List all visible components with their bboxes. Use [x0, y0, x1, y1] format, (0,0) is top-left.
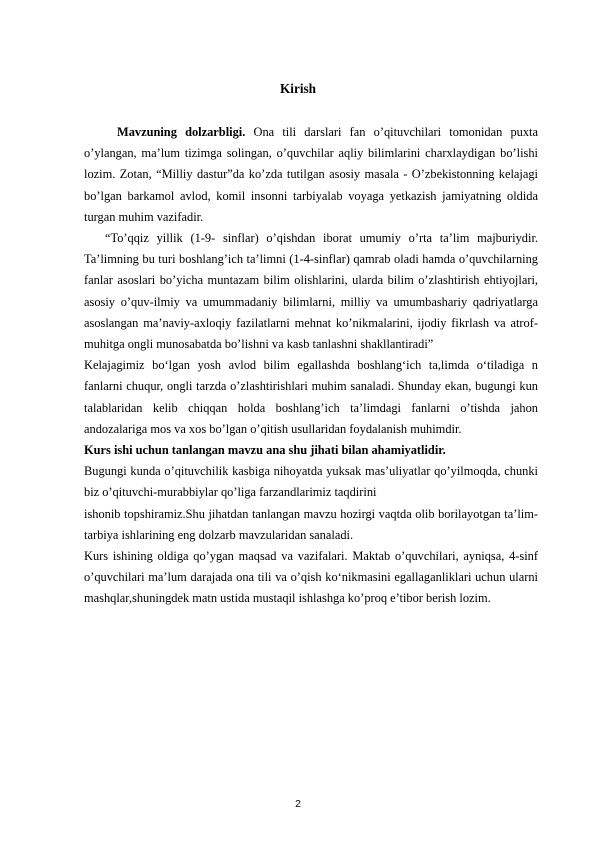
- paragraph-goals: Kurs ishining oldiga qo’ygan maqsad va vazifalari. Maktab o’quvchilari, ayniqsa, 4-sinf o’quvchilari ma’lum darajada ona tili va o’qish ko‘nikmasini egallaganliklari uchun ularni mashqlar,shuningdek matn ustida mustaqil ishlashga ko’proq e’tibor berish lozim.: [84, 549, 538, 606]
- intro-lead: Mavzuning dolzarbligi.: [117, 125, 246, 139]
- intro-paragraph: [84, 122, 538, 228]
- paragraph-future-generation: Kelajagimiz bo‘lgan yosh avlod bilim egallashda boshlang‘ich ta,limda o‘tiladiga n fanlarni chuqur, ongli tarzda o’zlashtirishlari muhim sanaladi. Shunday ekan, bugungi kun talablaridan kelib chiqqan holda boshlang’ich ta’limdagi fanlarni o’tishda jahon andozalariga mos va xos bo’lgan o’qitish usullaridan foydalanish muhimdir.: [84, 358, 538, 436]
- paragraph-topic-relevance: ishonib topshiramiz.Shu jihatdan tanlangan mavzu hozirgi vaqtda olib borilayotgan ta’lim-tarbiya ishlarining eng dolzarb mavzularidan sanaladi.: [84, 506, 538, 542]
- relevance-heading: Kurs ishi uchun tanlangan mavzu ana shu jihati bilan ahamiyatlidir.: [84, 443, 446, 458]
- paragraph-teacher-responsibility: Bugungi kunda o’qituvchilik kasbiga nihoyatda yuksak mas’uliyatlar qo’yilmoqda, chunki biz o’qituvchi-murabbiylar qo’liga farzandlarimiz taqdirini: [84, 464, 538, 500]
- document-body: [84, 122, 538, 610]
- page-title: Kirish: [280, 81, 316, 96]
- intro-rest: Ona tili darslari fan o’qituvchilari tomonidan puxta o’ylangan, ma’lum tizimga solingan, o’quvchilar aqliy bilimlarini charxlaydigan bo’lishi lozim. Zotan, “Milliy dastur”da ko’zda tutilgan asosiy masala - O’zbekistonning kelajagi bo’lgan barkamol avlod, komil insonni tarbiyalab voyaga yetkazish jamiyatning oldida turgan muhim vazifadir.: [84, 125, 538, 224]
- page-number: 2: [295, 798, 301, 810]
- paragraph-quote: “To’qqiz yillik (1-9- sinflar) o’qishdan iborat umumiy o’rta ta’lim majburiydir. Ta’limning bu turi boshlang’ich ta’limni (1-4-sinflar) qamrab oladi hamda o’quvchilarning fanlar asoslari bo’yicha muntazam bilim olishlarini, ularda bilim o’zlashtirish ehtiyojlari, asosiy o’quv-ilmiy va umummadaniy bilimlarni, milliy va umumbashariy qadriyatlarga asoslangan ma’naviy-axloqiy fazilatlarni mehnat ko’nikmalarini, ijodiy fikrlash va atrof-muhitga ongli munosabatda bo’lishni va kasb tanlashni shakllantiradi”: [84, 231, 538, 352]
